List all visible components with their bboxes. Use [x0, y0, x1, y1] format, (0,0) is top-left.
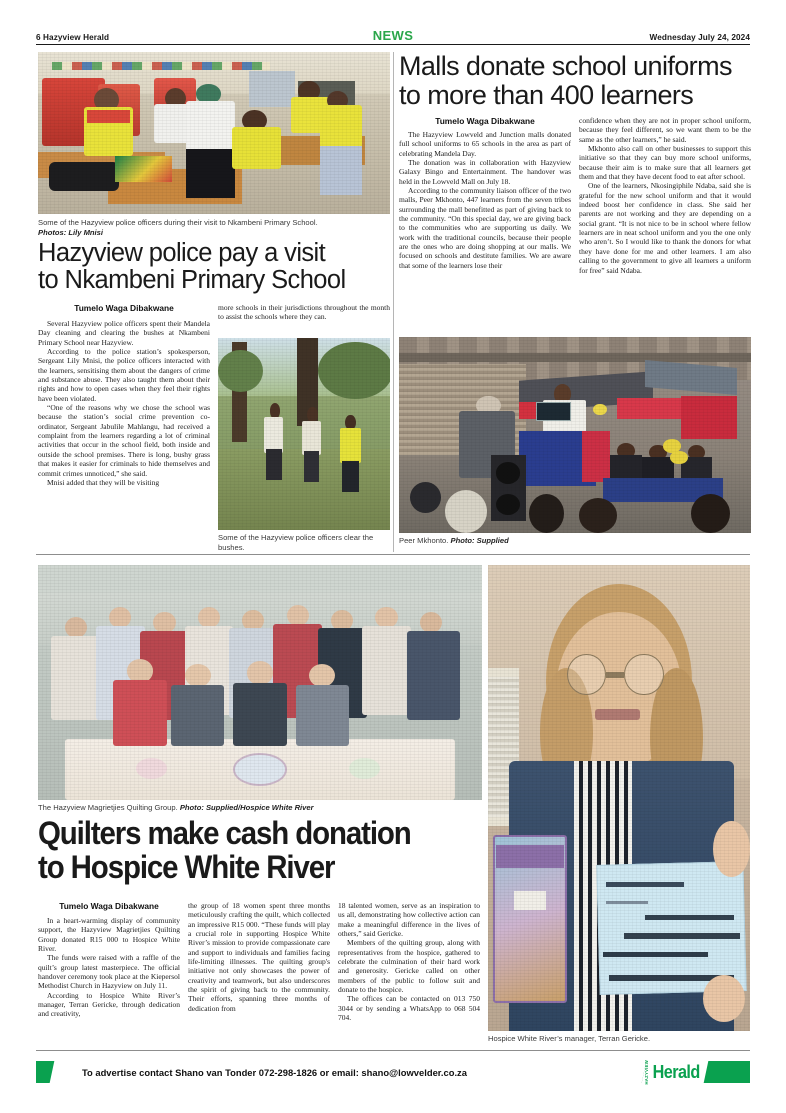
quilters-body-col3 — [338, 901, 480, 1022]
advertise-bar — [36, 1061, 750, 1083]
police-body-col2 — [218, 303, 390, 322]
paragraph: Several Hazyview police officers spent their Mandela Day cleaning and clearing the bushes at Nkambeni Primary School near Hazyview. — [38, 319, 210, 347]
photo-manager-cheque — [488, 565, 750, 1031]
paragraph: According to Hospice White River’s manager, Terran Gericke, through dedication and creativity, — [38, 990, 180, 1019]
paragraph: 18 talented women, serve as an inspiration to us all, demonstrating how collective action can make a meaningful difference in the lives of others,” said Gericke. — [338, 901, 480, 939]
paragraph: The offices can be contacted on 013 750 3044 or by sending a WhatsApp to 068 504 704. — [338, 994, 480, 1023]
caption-group-photo — [38, 803, 482, 813]
quilters-body-col2 — [188, 901, 330, 1013]
photo-credit: Photos: Lily Mnisi — [38, 227, 103, 237]
paragraph: According to the community liaison officer of the two malls, Peer Mkhonto, 447 learners from the seven tribes surrounding the mall benefitted as part of giving back to the community. “On this special day, we are giving back to the communities who are supporting us daily. We work with the traditional councils, because their people are the ones who are doing shopping at our malls. We focused on schools and destitute families. We are aware that some of the learners lose their — [399, 186, 571, 270]
bottom-divider — [36, 1050, 750, 1051]
ad-text-field — [50, 1061, 646, 1083]
caption-text: Some of the Hazyview police officers during their visit to Nkambeni Primary School. — [38, 218, 318, 227]
photo-handover-event — [399, 337, 751, 533]
uniforms-body-col2 — [579, 116, 751, 275]
headline-police — [38, 240, 394, 294]
paragraph: According to the police station’s spokesperson, Sergeant Lily Mnisi, the police officers interacted with the learners, sensitising them about the dangers of crime and substance abuse. They also taught them about their rights and how to open cases when they feel their rights have been violated. — [38, 347, 210, 403]
herald-logo — [641, 1061, 708, 1083]
quilters-body-col1 — [38, 916, 180, 1019]
column-divider — [393, 52, 394, 552]
photo-clearing-bushes — [218, 338, 390, 530]
headline-quilters-line1: Quilters make cash donation — [38, 815, 411, 851]
caption-handover-photo — [399, 536, 751, 546]
folio-left: 6 Hazyview Herald — [36, 33, 110, 42]
logo-kicker-text: HAZYVIEW — [643, 1059, 649, 1085]
photo-credit: Photo: Supplied/Hospice White River — [179, 803, 314, 812]
paragraph: “One of the reasons why we chose the school was because the station’s social crime prevention co-ordinator, Sergeant Jabulile Mahlangu, had received a complaint from the learners regarding a lot of criminal activities that occur in the school field, both inside and outside the school premises. There is long, bushy grass that makes it easier for criminals to hide themselves and commit crimes unnoticed,” she said. — [38, 403, 210, 478]
headline-quilters — [38, 816, 498, 884]
paragraph: more schools in their jurisdictions throughout the month to assist the schools where they can. — [218, 303, 390, 322]
paragraph: the group of 18 women spent three months meticulously crafting the quilt, which collected an impressive R15 000. “These funds will play a crucial role in supporting Hospice White River’s mission to provide compassionate care and support to individuals and families facing life-limiting illnesses. The quilting group's initiative not only showcases the power of creativity and teamwork, but also underscores the spirit of giving back to the community. Their efforts, spanning three months of dedication from — [188, 901, 330, 1013]
byline-police: Tumelo Waga Dibakwane — [74, 303, 174, 313]
paragraph: In a heart-warming display of community support, the Hazyview Magrietjies Quilting Group donated R15 000 to Hospice White River. — [38, 916, 180, 954]
paragraph: The donation was in collaboration with Hazyview Galaxy Bingo and Entertainment. The handover was held in the Lowveld Mall on July 18. — [399, 158, 571, 186]
green-slab-right — [704, 1061, 750, 1083]
uniforms-body-col1 — [399, 130, 571, 270]
headline-uniforms-line1: Malls donate school uniforms — [399, 51, 732, 81]
advertise-contact-text: To advertise contact Shano van Tonder 072-298-1826 or email: shano@lowvelder.co.za — [82, 1067, 467, 1078]
paragraph: One of the learners, Nkosingiphile Ndaba, said she is grateful for the new school uniform and that it would indeed boost her confidence in class. She said her parents are not working and they are depending on a social grant. “It is not nice to be in school where fellow learners are in neat school uniform and you the one only who aren’t. So I would like to thank the donors for what they have done for me and other learners. I am also calling to the government to give all learners a uniform for free” said Ndaba. — [579, 181, 751, 275]
paragraph: The Hazyview Lowveld and Junction malls donated full school uniforms to 65 schools in the area as part of celebrating Mandela Day. — [399, 130, 571, 158]
headline-uniforms — [399, 52, 751, 110]
paragraph: Mnisi added that they will be visiting — [47, 477, 160, 487]
page-masthead — [36, 27, 750, 45]
headline-police-line1: Hazyview police pay a visit — [38, 239, 326, 267]
section-label: NEWS — [372, 28, 414, 43]
byline-quilters: Tumelo Waga Dibakwane — [59, 901, 159, 911]
headline-uniforms-line2: to more than 400 learners — [399, 80, 694, 110]
paragraph: Mkhonto also call on other businesses to support this initiative so that they can buy more school uniforms, because their aim is to make sure that all learners get them and that they have decent food to eat after school. — [579, 144, 751, 182]
paragraph: The funds were raised with a raffle of the quilt’s group latest masterpiece. The official handover ceremony took place at the Kiepersol Methodist Church in Hazyview on July 11. — [38, 953, 180, 991]
byline-uniforms: Tumelo Waga Dibakwane — [435, 116, 535, 126]
photo-credit: Photo: Supplied — [450, 536, 509, 545]
caption-bushes-photo: Some of the Hazyview police officers clear the bushes. — [218, 533, 374, 552]
caption-classroom-photo — [38, 218, 390, 237]
caption-text: The Hazyview Magrietjies Quilting Group. — [38, 803, 178, 812]
headline-quilters-line2: to Hospice White River — [38, 849, 335, 885]
paragraph: confidence when they are not in proper school uniform, because they feel different, so we want them to be the same as the other learners,” he said. — [579, 116, 751, 144]
section-divider — [36, 554, 750, 555]
caption-manager-photo: Hospice White River’s manager, Terran Gericke. — [488, 1034, 651, 1043]
police-body-col1 — [38, 319, 210, 487]
caption-text: Peer Mkhonto. — [399, 536, 449, 545]
headline-police-line2: to Nkambeni Primary School — [38, 265, 346, 294]
photo-quilting-group — [38, 565, 482, 800]
logo-wordmark: Herald — [652, 1061, 700, 1082]
paragraph: Members of the quilting group, along with representatives from the hospice, gathered to celebrate the culmination of their hard work and generosity. Gericke called on other members of the public to follow suit and donate to the hospice. — [338, 938, 480, 995]
photo-classroom-police — [38, 52, 390, 214]
issue-date: Wednesday July 24, 2024 — [649, 33, 750, 42]
